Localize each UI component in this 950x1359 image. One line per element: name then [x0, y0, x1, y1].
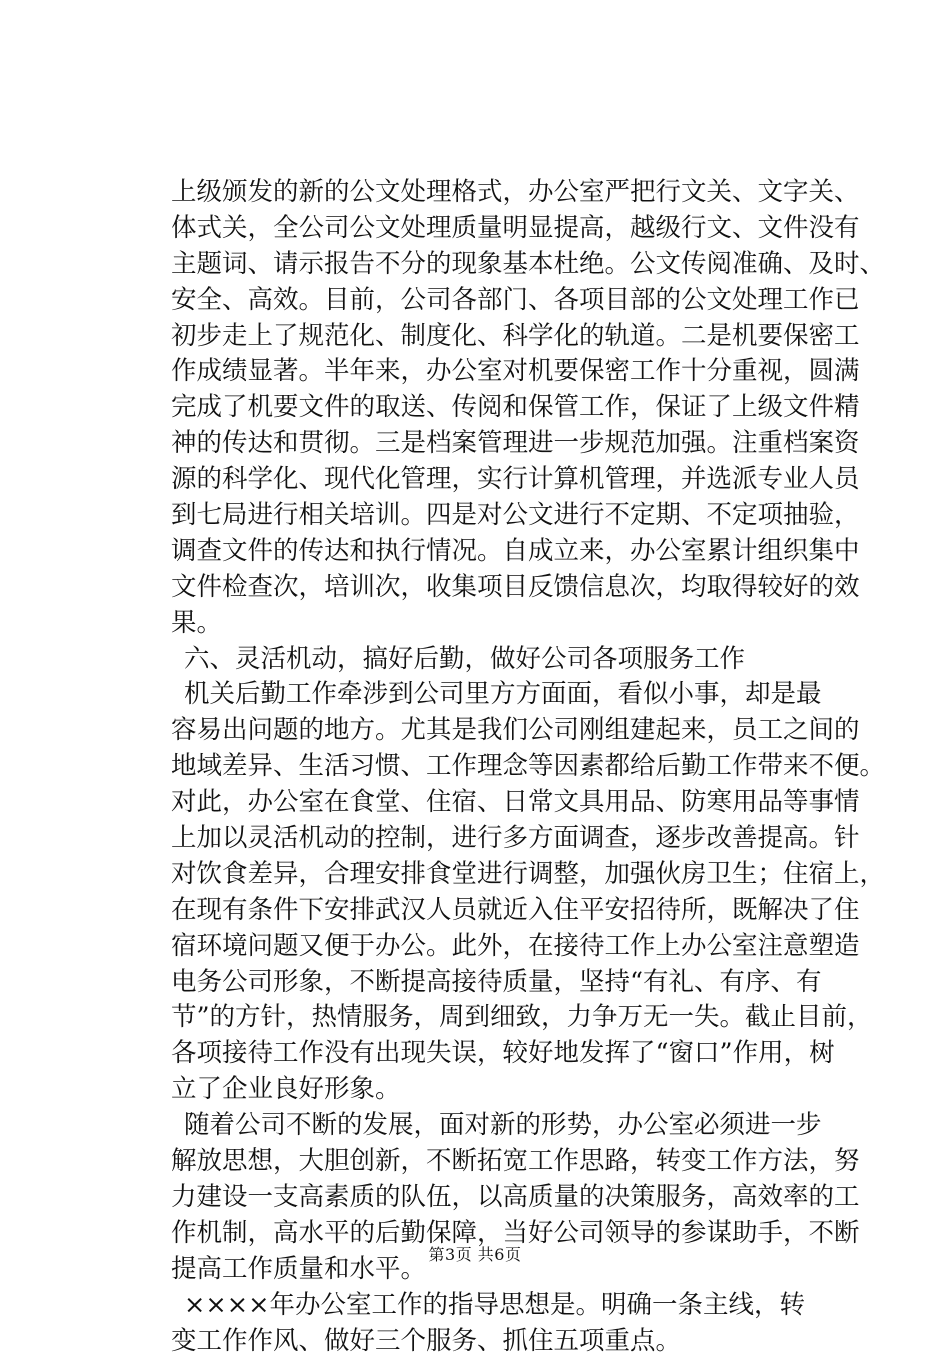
text-line: 完成了机要文件的取送、传阅和保管工作，保证了上级文件精 — [171, 390, 857, 426]
text-line: 变工作作风、做好三个服务、抓住五项重点。 — [171, 1324, 857, 1359]
text-line: 地域差异、生活习惯、工作理念等因素都给后勤工作带来不便。 — [171, 749, 857, 785]
text-line: 调查文件的传达和执行情况。自成立来，办公室累计组织集中 — [171, 534, 857, 570]
text-line: 节”的方针，热情服务，周到细致，力争万无一失。截止目前， — [171, 1000, 857, 1036]
text-line: 作机制，高水平的后勤保障，当好公司领导的参谋助手，不断 — [171, 1216, 857, 1252]
text-line: 神的传达和贯彻。三是档案管理进一步规范加强。注重档案资 — [171, 426, 857, 462]
text-line: 各项接待工作没有出现失误，较好地发挥了“窗口”作用，树 — [171, 1036, 857, 1072]
text-line: 力建设一支高素质的队伍，以高质量的决策服务，高效率的工 — [171, 1180, 857, 1216]
text-line: 上加以灵活机动的控制，进行多方面调查，逐步改善提高。针 — [171, 821, 857, 857]
text-line: 作成绩显著。半年来，办公室对机要保密工作十分重视，圆满 — [171, 354, 857, 390]
text-line: 到七局进行相关培训。四是对公文进行不定期、不定项抽验， — [171, 498, 857, 534]
body-text — [171, 175, 857, 1359]
text-line: 文件检查次，培训次，收集项目反馈信息次，均取得较好的效 — [171, 570, 857, 606]
text-line: 立了企业良好形象。 — [171, 1072, 857, 1108]
text-line: 主题词、请示报告不分的现象基本杜绝。公文传阅准确、及时、 — [171, 247, 857, 283]
text-line: 容易出问题的地方。尤其是我们公司刚组建起来，员工之间的 — [171, 713, 857, 749]
text-line: 体式关，全公司公文处理质量明显提高，越级行文、文件没有 — [171, 211, 857, 247]
text-line: 随着公司不断的发展，面对新的形势，办公室必须进一步 — [171, 1108, 857, 1144]
text-line: 安全、高效。目前，公司各部门、各项目部的公文处理工作已 — [171, 283, 857, 319]
text-line: 机关后勤工作牵涉到公司里方方面面，看似小事，却是最 — [171, 677, 857, 713]
text-line: 初步走上了规范化、制度化、科学化的轨道。二是机要保密工 — [171, 319, 857, 355]
text-line: 在现有条件下安排武汉人员就近入住平安招待所，既解决了住 — [171, 893, 857, 929]
text-line: 对饮食差异，合理安排食堂进行调整，加强伙房卫生；住宿上， — [171, 857, 857, 893]
text-line: 果。 — [171, 606, 857, 642]
text-line: 提高工作质量和水平。 — [171, 1252, 857, 1288]
text-line: 对此，办公室在食堂、住宿、日常文具用品、防寒用品等事情 — [171, 785, 857, 821]
page-number-footer: 第3页 共6页 — [0, 1245, 950, 1265]
text-line: 宿环境问题又便于办公。此外，在接待工作上办公室注意塑造 — [171, 929, 857, 965]
text-line: 解放思想，大胆创新，不断拓宽工作思路，转变工作方法，努 — [171, 1144, 857, 1180]
text-line: 上级颁发的新的公文处理格式，办公室严把行文关、文字关、 — [171, 175, 857, 211]
text-line: ××××年办公室工作的指导思想是。明确一条主线，转 — [171, 1288, 857, 1324]
section-heading: 六、灵活机动，搞好后勤，做好公司各项服务工作 — [171, 642, 857, 678]
text-line: 电务公司形象，不断提高接待质量，坚持“有礼、有序、有 — [171, 965, 857, 1001]
text-line: 源的科学化、现代化管理，实行计算机管理，并选派专业人员 — [171, 462, 857, 498]
